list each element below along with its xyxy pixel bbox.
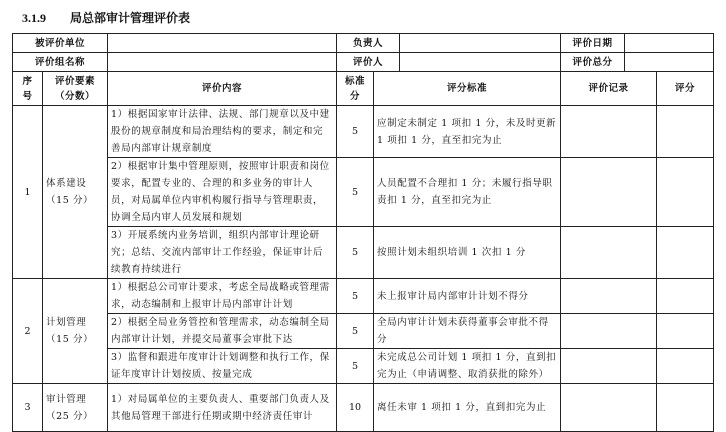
element-cell: 体系建设 （15 分）	[43, 106, 108, 279]
header-element: 评价要素 （分数）	[43, 72, 108, 106]
score-field[interactable]	[657, 314, 714, 349]
eval-date-field[interactable]	[625, 34, 714, 53]
std-score-cell: 5	[337, 314, 374, 349]
std-score-cell: 5	[337, 227, 374, 279]
table-row	[13, 314, 714, 349]
content-cell: 3）开展系统内业务培训，组织内部审计理论研究；总结、交流内部审计工作经验，保证审计后续教育持续进行	[108, 227, 337, 279]
element-cell: 审计管理 （25 分）	[43, 384, 108, 432]
page-title	[22, 9, 190, 26]
total-score-field[interactable]	[625, 53, 714, 72]
record-field[interactable]	[561, 158, 657, 227]
score-field[interactable]	[657, 227, 714, 279]
table-row	[13, 158, 714, 227]
person-in-charge-field[interactable]	[400, 34, 561, 53]
element-cell: 计划管理 （15 分）	[43, 279, 108, 384]
score-field[interactable]	[657, 158, 714, 227]
group-name-label: 评价组名称	[13, 53, 108, 72]
header-std-score: 标准 分	[337, 72, 374, 106]
content-cell: 2）根据审计集中管理原则，按照审计职责和岗位要求，配置专业的、合理的和多业务的审计人员，对局属单位内审机构履行指导与管理职责，协调全局内审人员发展和规划	[108, 158, 337, 227]
evaluation-table	[12, 33, 714, 432]
criteria-cell: 离任未审 1 项扣 1 分，直到扣完为止	[374, 384, 561, 432]
std-score-cell: 5	[337, 106, 374, 158]
header-score: 评分	[657, 72, 714, 106]
score-field[interactable]	[657, 106, 714, 158]
score-field[interactable]	[657, 384, 714, 432]
evaluator-label: 评价人	[337, 53, 400, 72]
group-name-field[interactable]	[108, 53, 337, 72]
criteria-cell: 应制定未制定 1 项扣 1 分，未及时更新 1 项扣 1 分，直至扣完为止	[374, 106, 561, 158]
table-row	[13, 349, 714, 384]
score-field[interactable]	[657, 279, 714, 314]
evaluator-field[interactable]	[400, 53, 561, 72]
header-criteria: 评分标准	[374, 72, 561, 106]
score-field[interactable]	[657, 349, 714, 384]
total-score-label: 评价总分	[561, 53, 625, 72]
table-row	[13, 384, 714, 432]
content-cell: 1）根据总公司审计要求，考虑全局战略或管理需求，动态编制和上报审计局内部审计计划	[108, 279, 337, 314]
std-score-cell: 5	[337, 158, 374, 227]
criteria-cell: 未完成总公司计划 1 项扣 1 分，直到扣完为止（申请调整、取消获批的除外）	[374, 349, 561, 384]
record-field[interactable]	[561, 279, 657, 314]
table-row	[13, 227, 714, 279]
criteria-cell: 未上报审计局内部审计计划不得分	[374, 279, 561, 314]
table-row	[13, 106, 714, 158]
record-field[interactable]	[561, 227, 657, 279]
record-field[interactable]	[561, 349, 657, 384]
section-number: 3.1.9	[22, 11, 46, 25]
std-score-cell: 10	[337, 384, 374, 432]
header-record: 评价记录	[561, 72, 657, 106]
seq-cell: 3	[13, 384, 43, 432]
record-field[interactable]	[561, 384, 657, 432]
seq-cell: 1	[13, 106, 43, 279]
person-in-charge-label: 负责人	[337, 34, 400, 53]
record-field[interactable]	[561, 106, 657, 158]
evaluated-unit-label: 被评价单位	[13, 34, 108, 53]
criteria-cell: 全局内审计计划未获得董事会审批不得分	[374, 314, 561, 349]
content-cell: 1）根据国家审计法律、法规、部门规章以及中建股份的规章制度和局治理结构的要求，制定和完善局内部审计规章制度	[108, 106, 337, 158]
criteria-cell: 按照计划未组织培训 1 次扣 1 分	[374, 227, 561, 279]
header-content: 评价内容	[108, 72, 337, 106]
table-row	[13, 279, 714, 314]
evaluated-unit-field[interactable]	[108, 34, 337, 53]
content-cell: 3）监督和跟进年度审计计划调整和执行工作，保证年度审计计划按质、按量完成	[108, 349, 337, 384]
content-cell: 1）对局属单位的主要负责人、重要部门负责人及其他局管理干部进行任期或期中经济责任审计	[108, 384, 337, 432]
criteria-cell: 人员配置不合理扣 1 分；未履行指导职责扣 1 分，直至扣完为止	[374, 158, 561, 227]
record-field[interactable]	[561, 314, 657, 349]
section-title: 局总部审计管理评价表	[70, 11, 191, 25]
eval-date-label: 评价日期	[561, 34, 625, 53]
std-score-cell: 5	[337, 279, 374, 314]
header-seq: 序 号	[13, 72, 43, 106]
content-cell: 2）根据全局业务管控和管理需求，动态编制全局内部审计计划，并提交局董事会审批下达	[108, 314, 337, 349]
std-score-cell: 5	[337, 349, 374, 384]
seq-cell: 2	[13, 279, 43, 384]
